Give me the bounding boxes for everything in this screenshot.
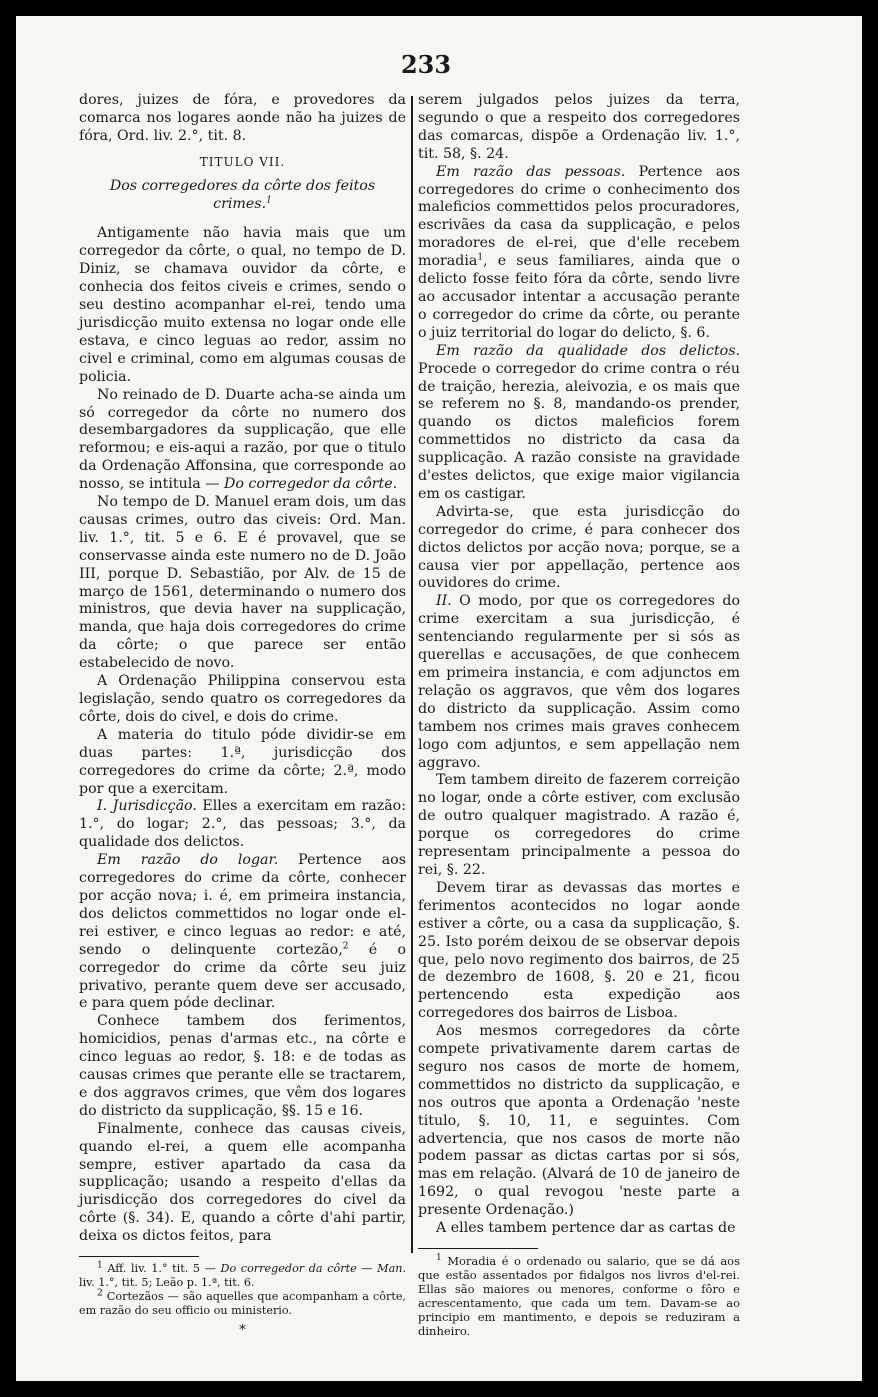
p2-italic: Do corregedor da côrte. [223, 476, 398, 493]
p2-text: Procede o corregedor do crime contra o réu de traição, herezia, aleivozia, e os mais que se referem no §. 8, mandando-os prender, quando os dictos maleficios forem commettidos no districto da casa da supplicação. A razão consiste na gravidade d'estes delictos, que exige maior vigilancia em os castigar. [418, 360, 740, 502]
right-paragraph-8: A elles tambem pertence dar as cartas de [436, 1220, 736, 1237]
left-paragraph-8: Conhece tambem dos ferimentos, homicidios, penas d'armas etc., na côrte e cinco leguas ao redor, §. 18: e de todas as causas crimes que perante elle se tractarem, e dos aggravos crimes, que vêm dos logares do districto da supplicação, §§. 15 e 16. [79, 1013, 406, 1119]
right-paragraph-1 [418, 164, 740, 343]
fn1-text: Moradia é o ordenado ou salario, que se dá aos que estão assentados por fidalgos nos livros d'el-rei. Ellas são maiores ou menores, conforme o fôro e acrescentamento, que cada um tem. Davam-se ao principio em mantimento, e depois se reduziram a dinheiro. [418, 1254, 740, 1338]
footnote-mark: 2 [97, 1288, 103, 1299]
left-paragraph-4: A Ordenação Philippina conservou esta legislação, sendo quatro os corregedores da côrte, dois do civel, e dois do crime. [79, 673, 406, 725]
page-number: 233 [400, 50, 452, 79]
p1-lead: Em razão das pessoas. [436, 163, 626, 180]
footnote-ref: 1 [477, 252, 484, 263]
fn2-text: Cortezãos — são aquelles que acompanham a côrte, em razão do seu officio ou ministerio. [79, 1290, 406, 1318]
left-paragraph-9: Finalmente, conhece das causas civeis, quando el-rei, a quem elle acompanha sempre, estiver apartado da casa da supplicação; usando a respeito d'ellas da jurisdicção dos corregedores do civel da côrte (§. 34). E, quando a côrte d'ahi partir, deixa os dictos feitos, para [79, 1120, 406, 1245]
subtitle-text: Dos corregedores da côrte dos feitos crimes. [109, 177, 376, 212]
left-paragraph-5: A materia do titulo póde dividir-se em duas partes: 1.ª, jurisdicção dos corregedores do crime da côrte; 2.ª, modo por que a exercitam. [79, 726, 406, 797]
left-intro: dores, juizes de fóra, e provedores da comarca nos logares aonde não ha juizes de fóra, Ord. liv. 2.°, tit. 8. [79, 92, 406, 144]
section-title: TITULO VII. [199, 154, 286, 169]
p1-end: , e seus familiares, ainda que o delicto fosse feito fóra da côrte, sendo livre ao accusador intentar a accusação perante o corregedor do crime da côrte, ou perante o juiz territorial do logar do delicto, §. 6. [418, 253, 740, 341]
p4-text: O modo, por que os corregedores do crime exercitam a sua jurisdicção, é sentenciando regularmente per si sós as querellas e accusações, de que conhecem em primeira instancia, e com adjunctos em relação os aggravos, que vêm dos logares do districto da supplicação. Assim como tambem nos crimes mais graves conhecem logo com adjuntos, e sem appellação nem aggravo. [418, 593, 740, 771]
right-paragraph-6: Devem tirar as devassas das mortes e ferimentos acontecidos no logar aonde estiver a côrte, ou a casa da supplicação, §. 25. Isto porém deixou de se observar depois que, pelo novo regimento dos bairros, de 25 de dezembro de 1608, §. 20 e 21, ficou pertencendo esta expedição aos corregedores dos bairros de Lisboa. [418, 879, 740, 1022]
left-paragraph-2 [79, 387, 406, 494]
p6-lead: I. Jurisdicção. [97, 798, 197, 815]
fn1-a: Aff. liv. 1.° tit. 5 — [107, 1262, 216, 1276]
section-subtitle [79, 178, 406, 214]
p6-text: Elles a exercitam em razão: 1.°, do logar; 2.°, das pessoas; 3.°, da qualidade dos delictos. [79, 798, 406, 851]
p1-text: Pertence aos corregedores do crime o conhecimento dos maleficios commettidos pelos procuradores, escrivães da casa da supplicação, e pelos moradores de el-rei, que d'elle recebem moradia [418, 163, 740, 270]
footnote-ref: 1 [266, 194, 272, 205]
left-column [79, 92, 406, 1340]
column-divider [411, 96, 413, 1253]
p4-lead: II. [436, 593, 452, 610]
fn1-c: liv. 1.°, tit. 5; Leão p. 1.ª, tit. 6. [79, 1276, 255, 1290]
right-paragraph-3: Advirta-se, que esta jurisdicção do corregedor do crime, é para conhecer dos dictos delictos por acção nova; porque, se a causa vier por appellação, pertence aos ouvidores do crime. [418, 503, 740, 592]
right-paragraph-2 [418, 343, 740, 504]
right-column [418, 92, 740, 1338]
p7-text: Pertence aos corregedores do crime da côrte, conhecer por acção nova; i. é, em primeira instancia, dos delictos commettidos no logar onde el-rei estiver, e cinco leguas ao redor: e até, sendo o delinquente cortezão, [79, 852, 407, 958]
footnote-mark: 1 [436, 1253, 442, 1264]
right-paragraph-4 [418, 593, 740, 772]
left-paragraph-3: No tempo de D. Manuel eram dois, um das causas crimes, outro das civeis: Ord. Man. liv. 1.°, tit. 5 e 6. E é provavel, que se conservasse ainda este numero no de D. João III, porque D. Sebastião, por Alv. de 15 de março de 1561, determinando o numero dos ministros, que devia haver na supplicação, manda, que haja dois corregedores do crime da côrte; o que parece ser então estabelecido de novo. [79, 494, 406, 672]
book-page [16, 16, 862, 1381]
p7-end: é o corregedor do crime da côrte seu juiz privativo, perante quem deve ser accusado, e para quem póde declinar. [79, 941, 407, 1012]
p7-lead: Em razão do logar. [97, 852, 279, 869]
left-paragraph-7 [79, 852, 406, 1013]
p2-text: No reinado de D. Duarte acha-se ainda um só corregedor da côrte no numero dos desembargadores da supplicação, que elle reformou; e eis-aqui a razão, por que o titulo da Ordenação Affonsina, que corresponde ao nosso, se intitula — [79, 386, 406, 493]
p2-lead: Em razão da qualidade dos delictos. [436, 342, 740, 359]
signature-mark: * [239, 1323, 246, 1339]
left-paragraph-1: Antigamente não havia mais que um corregedor da côrte, o qual, no tempo de D. Diniz, se chamava ouvidor da côrte, e conhecia dos feitos civeis e crimes, sendo o seu destino acompanhar el-rei, tendo uma jurisdicção muito extensa no logar onde elle estava, e cinco leguas ao redor, assim no civel e criminal, como em algumas cousas de policia. [79, 225, 406, 385]
right-footnote-1 [418, 1254, 740, 1338]
footnote-mark: 1 [97, 1260, 103, 1271]
left-footnote-2 [79, 1290, 406, 1318]
left-paragraph-6 [79, 798, 406, 852]
footnote-divider [418, 1248, 538, 1249]
right-intro: serem julgados pelos juizes da terra, segundo o que a respeito dos corregedores das comarcas, dispõe a Ordenação liv. 1.°, tit. 58, §. 24. [418, 92, 740, 162]
left-footnote-1 [79, 1262, 406, 1290]
footnote-ref: 2 [342, 940, 349, 951]
right-paragraph-5: Tem tambem direito de fazerem correição no logar, onde a côrte estiver, com exclusão de outro qualquer magistrado. A razão é, porque os corregedores do crime representam principalmente a pessoa do rei, §. 22. [418, 772, 740, 878]
footnote-divider [79, 1256, 199, 1257]
fn1-b: Do corregedor da côrte — Man. [220, 1262, 407, 1276]
right-paragraph-7: Aos mesmos corregedores da côrte compete privativamente darem cartas de seguro nos casos de morte de homem, commettidos no districto da supplicação, e nos outros que aponta a Ordenação 'neste titulo, §. 10, 11, e seguintes. Com advertencia, que nos casos de morte não podem passar as dictas cartas por si sós, mas em relação. (Alvará de 10 de janeiro de 1692, o qual revogou 'neste parte a presente Ordenação.) [418, 1023, 740, 1219]
